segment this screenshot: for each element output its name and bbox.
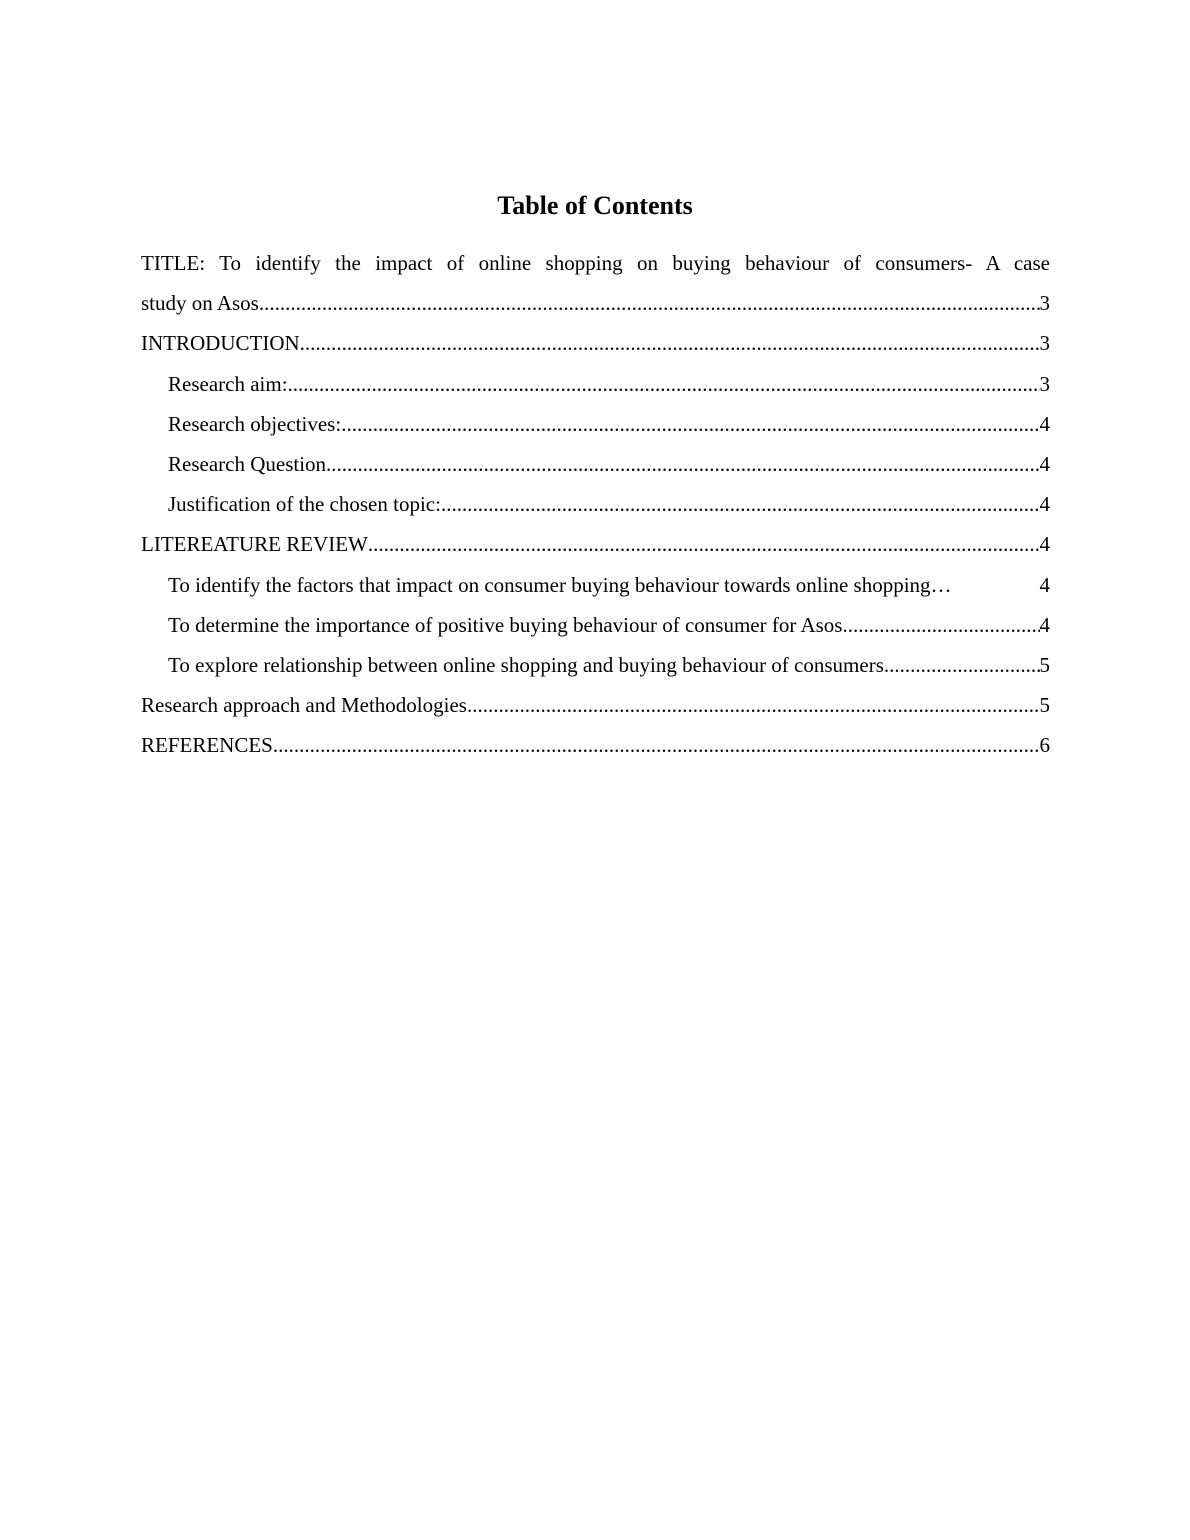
dot-leader <box>300 323 1040 363</box>
dot-leader <box>341 404 1039 444</box>
toc-page-number: 3 <box>1039 331 1050 356</box>
dot-leader <box>467 685 1040 725</box>
toc-entry-label: Research objectives: <box>168 411 342 436</box>
toc-page-number: 4 <box>1039 532 1050 557</box>
toc-entry-research-aim[interactable] <box>141 364 1050 404</box>
toc-entry-justification[interactable] <box>141 484 1050 524</box>
toc-page-number: 6 <box>1039 733 1050 758</box>
toc-entry-title-label-line2: study on Asos <box>141 291 259 316</box>
toc-entry-identify-factors[interactable] <box>141 565 1050 605</box>
toc-entry-label: Justification of the chosen topic: <box>168 492 441 517</box>
toc-entry-title-line1[interactable] <box>141 243 1050 283</box>
toc-page-number: 3 <box>1039 291 1050 316</box>
toc-entry-label: To determine the importance of positive buying behaviour of consumer for Asos <box>168 612 843 637</box>
toc-entry-label: Research approach and Methodologies <box>141 693 467 718</box>
toc-page-number: 4 <box>1039 492 1050 517</box>
toc-entry-label: To explore relationship between online shopping and buying behaviour of consumers <box>168 653 884 678</box>
toc-entry-label: To identify the factors that impact on consumer buying behaviour towards online shopping <box>168 572 931 597</box>
toc-page-number: 4 <box>1039 612 1050 637</box>
toc-entry-references[interactable] <box>141 725 1050 765</box>
dot-leader <box>441 484 1040 524</box>
toc-entry-research-question[interactable] <box>141 444 1050 484</box>
toc-entry-research-approach[interactable] <box>141 685 1050 725</box>
toc-page-number: 5 <box>1039 653 1050 678</box>
dot-leader <box>273 725 1040 765</box>
dot-leader <box>288 364 1040 404</box>
toc-entry-literature-review[interactable] <box>141 524 1050 564</box>
toc-entry-label: Research Question <box>168 452 327 477</box>
toc-page-number: 4 <box>1039 411 1050 436</box>
toc-entry-research-objectives[interactable] <box>141 404 1050 444</box>
toc-page-number: 5 <box>1039 693 1050 718</box>
toc-entry-label: LITEREATURE REVIEW <box>141 532 368 557</box>
dot-leader <box>259 283 1040 323</box>
toc-entry-introduction[interactable] <box>141 323 1050 363</box>
toc-entry-title-label-line1: TITLE: To identify the impact of online shopping on buying behaviour of consumers- A case <box>141 251 1050 275</box>
dot-leader <box>884 645 1040 685</box>
toc-entry-label: INTRODUCTION <box>141 331 300 356</box>
toc-entry-title-line2[interactable] <box>141 283 1050 323</box>
dot-leader <box>842 605 1039 645</box>
toc-page-number: 4 <box>1039 572 1050 597</box>
toc-heading: Table of Contents <box>497 191 693 220</box>
toc-entry-determine-importance[interactable] <box>141 605 1050 645</box>
dot-leader <box>326 444 1039 484</box>
toc-entry-label: Research aim: <box>168 371 288 396</box>
dot-leader <box>368 524 1040 564</box>
toc-entry-label: REFERENCES <box>141 733 273 758</box>
toc-entry-explore-relationship[interactable] <box>141 645 1050 685</box>
toc-page-number: 3 <box>1039 371 1050 396</box>
toc-list <box>141 243 1050 766</box>
toc-page-number: 4 <box>1039 452 1050 477</box>
dot-leader <box>931 565 1040 605</box>
